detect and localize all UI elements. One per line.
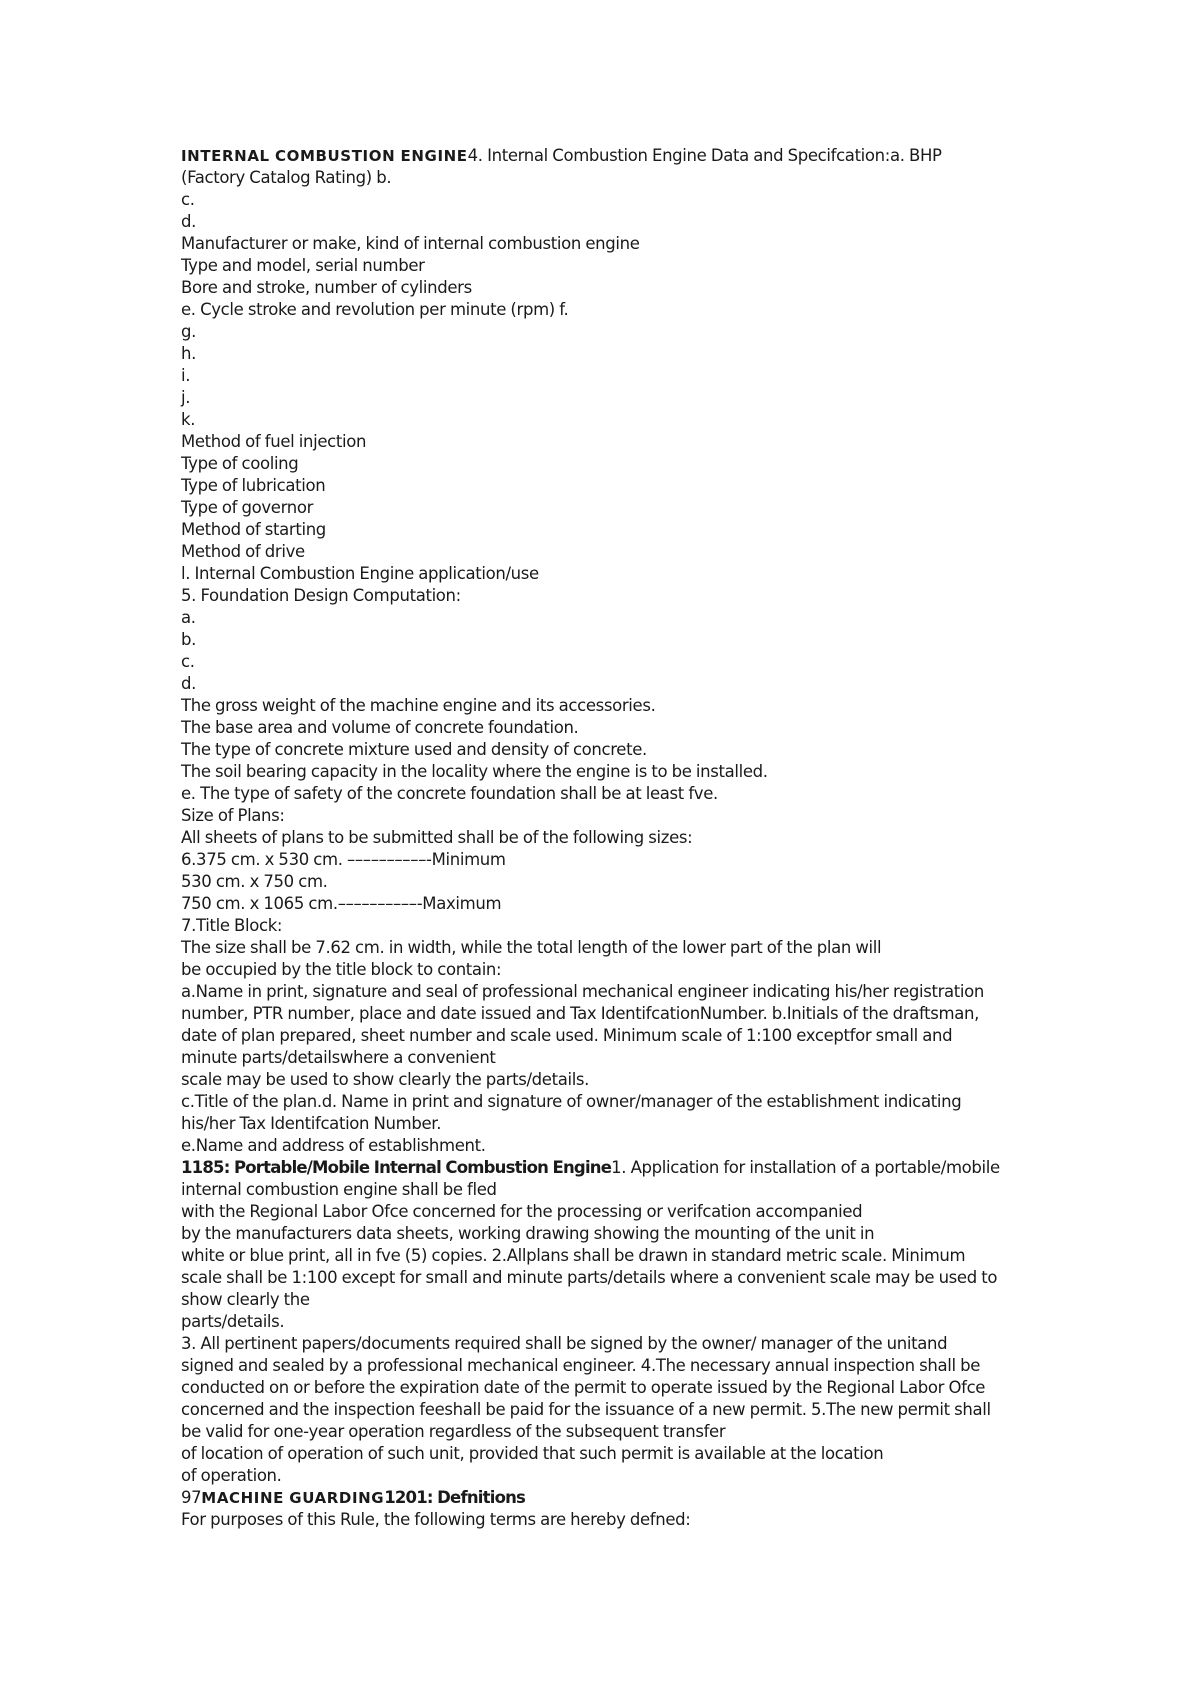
heading-text: INTERNAL COMBUSTION ENGINE [181,147,468,165]
document-line [181,1157,1031,1179]
body-text: Method of starting [181,520,326,539]
body-text: g. [181,322,197,341]
body-text: All sheets of plans to be submitted shall be of the following sizes: [181,828,693,847]
document-line [181,145,1031,167]
body-text: Type and model, serial number [181,256,425,275]
body-text: Bore and stroke, number of cylinders [181,278,472,297]
body-text: of location of operation of such unit, provided that such permit is available at the location [181,1444,884,1463]
document-line [181,1223,1031,1245]
document-line [181,387,1031,409]
document-line [181,717,1031,739]
body-text: scale shall be 1:100 except for small and minute parts/details where a convenient scale may be used to [181,1268,998,1287]
body-text: 530 cm. x 750 cm. [181,872,328,891]
body-text: number, PTR number, place and date issued and Tax IdentifcationNumber. b.Initials of the draftsman, [181,1004,979,1023]
body-text: Type of governor [181,498,314,517]
document-line [181,805,1031,827]
body-text: e. Cycle stroke and revolution per minute (rpm) f. [181,300,569,319]
body-text: 7.Title Block: [181,916,283,935]
document-line [181,1069,1031,1091]
document-line [181,189,1031,211]
document-line [181,1487,1031,1509]
body-text: 3. All pertinent papers/documents required shall be signed by the owner/ manager of the unitand [181,1334,948,1353]
body-text: The base area and volume of concrete foundation. [181,718,579,737]
document-line [181,607,1031,629]
body-text: Manufacturer or make, kind of internal combustion engine [181,234,640,253]
body-text: his/her Tax Identifcation Number. [181,1114,442,1133]
body-text: c. [181,190,195,209]
document-line [181,1421,1031,1443]
document-line [181,1443,1031,1465]
body-text: be valid for one-year operation regardless of the subsequent transfer [181,1422,726,1441]
document-line [181,211,1031,233]
body-text: conducted on or before the expiration date of the permit to operate issued by the Regional Labor Ofce [181,1378,986,1397]
document-line [181,431,1031,453]
body-text: For purposes of this Rule, the following terms are hereby defned: [181,1510,691,1529]
body-text: e.Name and address of establishment. [181,1136,486,1155]
body-text: 5. Foundation Design Computation: [181,586,461,605]
document-line [181,585,1031,607]
body-text: 97 [181,1488,202,1507]
body-text: Type of cooling [181,454,299,473]
document-line [181,1355,1031,1377]
body-text: c.Title of the plan.d. Name in print and signature of owner/manager of the establishment indicating [181,1092,962,1111]
body-text: 6.375 cm. x 530 cm. ––––––––––-Minimum [181,850,506,869]
body-text: (Factory Catalog Rating) b. [181,168,392,187]
body-text: l. Internal Combustion Engine application/use [181,564,539,583]
document-line [181,1113,1031,1135]
document-line [181,959,1031,981]
document-line [181,937,1031,959]
document-line [181,673,1031,695]
body-text: minute parts/detailswhere a convenient [181,1048,496,1067]
body-text: white or blue print, all in fve (5) copies. 2.Allplans shall be drawn in standard metric scale. Minimum [181,1246,966,1265]
document-line [181,1047,1031,1069]
body-text: i. [181,366,191,385]
heading-text: 1201: Defnitions [384,1488,526,1507]
document-line [181,849,1031,871]
document-line [181,277,1031,299]
body-text: internal combustion engine shall be fled [181,1180,497,1199]
document-line [181,475,1031,497]
document-line [181,695,1031,717]
body-text: d. [181,212,197,231]
document-line [181,761,1031,783]
body-text: The type of concrete mixture used and density of concrete. [181,740,647,759]
document-line [181,1377,1031,1399]
heading-text: 1185: Portable/Mobile Internal Combustion Engine [181,1158,612,1177]
document-line [181,629,1031,651]
document-line [181,563,1031,585]
document-line [181,497,1031,519]
document-line [181,167,1031,189]
document-line [181,871,1031,893]
document-line [181,1509,1031,1531]
document-line [181,1267,1031,1289]
body-text: e. The type of safety of the concrete foundation shall be at least fve. [181,784,718,803]
document-line [181,365,1031,387]
document-line [181,255,1031,277]
document-page [181,145,1031,1531]
body-text: scale may be used to show clearly the parts/details. [181,1070,590,1089]
body-text: Size of Plans: [181,806,285,825]
document-line [181,739,1031,761]
body-text: j. [181,388,191,407]
body-text: The gross weight of the machine engine and its accessories. [181,696,656,715]
document-line [181,1091,1031,1113]
document-line [181,1025,1031,1047]
document-line [181,783,1031,805]
document-line [181,519,1031,541]
body-text: The soil bearing capacity in the locality where the engine is to be installed. [181,762,768,781]
document-line [181,1399,1031,1421]
body-text: a. [181,608,196,627]
document-line [181,1201,1031,1223]
body-text: 750 cm. x 1065 cm.––––––––––-Maximum [181,894,502,913]
heading-text: MACHINE GUARDING [201,1489,385,1507]
body-text: Method of drive [181,542,305,561]
document-line [181,1333,1031,1355]
document-line [181,541,1031,563]
document-line [181,343,1031,365]
body-text: of operation. [181,1466,282,1485]
body-text: b. [181,630,197,649]
body-text: k. [181,410,196,429]
document-line [181,1465,1031,1487]
body-text: with the Regional Labor Ofce concerned for the processing or verifcation accompanied [181,1202,863,1221]
body-text: show clearly the [181,1290,310,1309]
document-line [181,827,1031,849]
body-text: date of plan prepared, sheet number and scale used. Minimum scale of 1:100 exceptfor small and [181,1026,953,1045]
body-text: a.Name in print, signature and seal of professional mechanical engineer indicating his/her registration [181,982,985,1001]
body-text: The size shall be 7.62 cm. in width, while the total length of the lower part of the plan will [181,938,882,957]
document-line [181,981,1031,1003]
document-line [181,321,1031,343]
body-text: by the manufacturers data sheets, working drawing showing the mounting of the unit in [181,1224,875,1243]
body-text: h. [181,344,197,363]
document-line [181,915,1031,937]
body-text: 4. Internal Combustion Engine Data and Specifcation:a. BHP [467,146,942,165]
document-line [181,1135,1031,1157]
body-text: 1. Application for installation of a portable/mobile [611,1158,1000,1177]
document-line [181,1245,1031,1267]
document-line [181,651,1031,673]
body-text: parts/details. [181,1312,285,1331]
document-line [181,299,1031,321]
body-text: Type of lubrication [181,476,326,495]
body-text: Method of fuel injection [181,432,367,451]
document-line [181,893,1031,915]
document-line [181,1179,1031,1201]
document-line [181,453,1031,475]
body-text: concerned and the inspection feeshall be paid for the issuance of a new permit. 5.The new permit shall [181,1400,991,1419]
document-line [181,1003,1031,1025]
document-line [181,1289,1031,1311]
body-text: c. [181,652,195,671]
document-line [181,409,1031,431]
document-line [181,1311,1031,1333]
document-line [181,233,1031,255]
body-text: be occupied by the title block to contain: [181,960,502,979]
body-text: signed and sealed by a professional mechanical engineer. 4.The necessary annual inspection shall be [181,1356,981,1375]
body-text: d. [181,674,197,693]
